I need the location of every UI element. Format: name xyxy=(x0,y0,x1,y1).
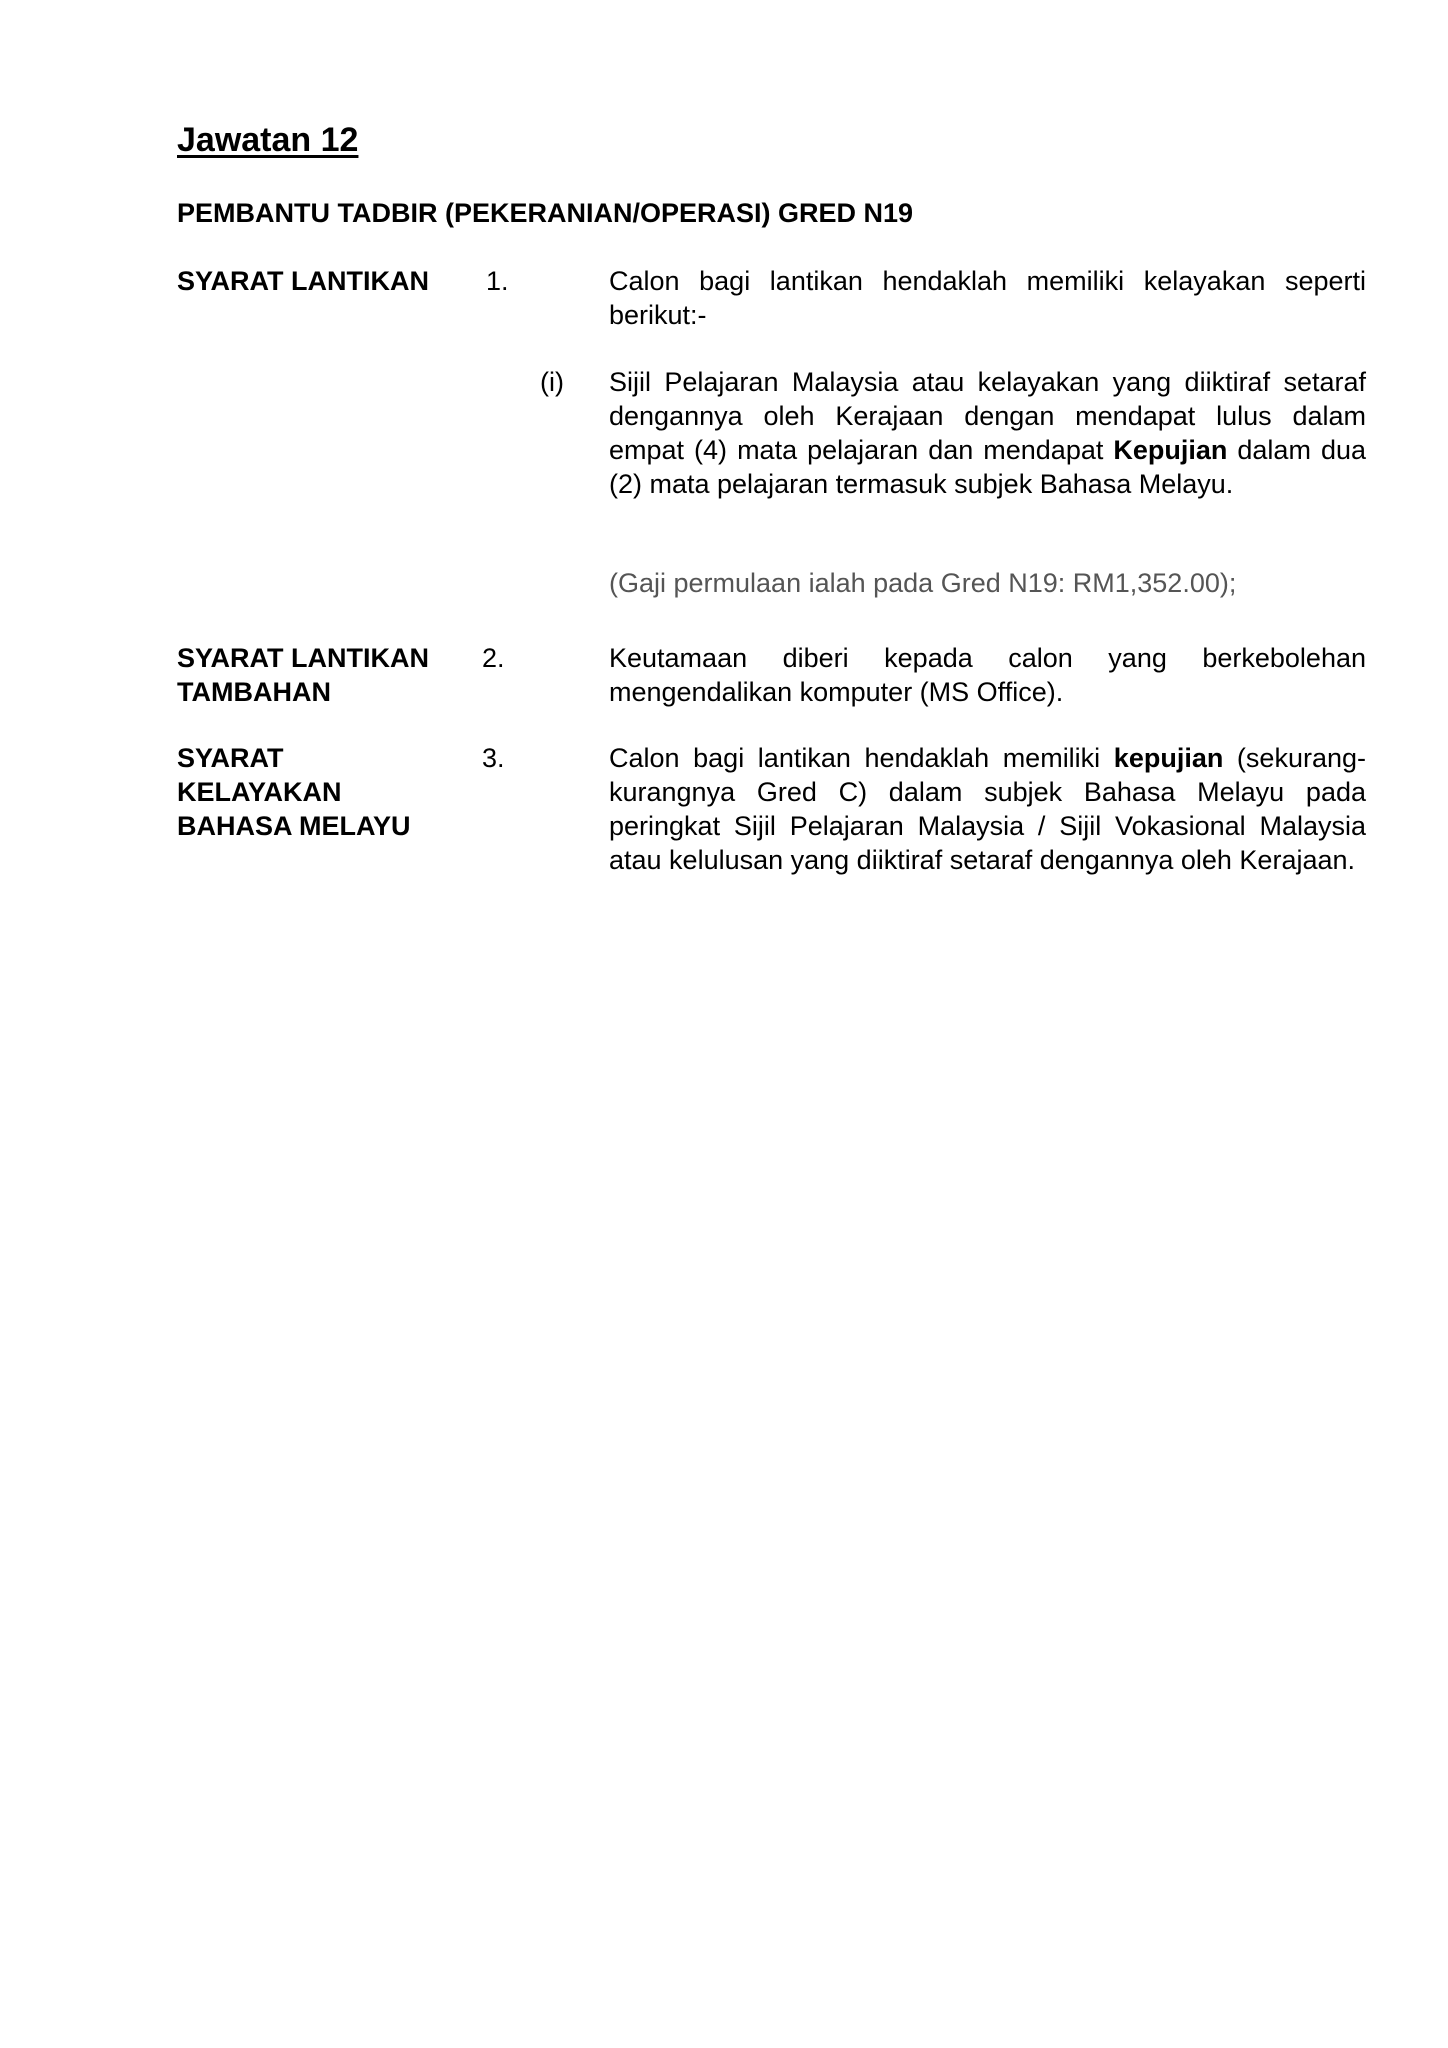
post-title: PEMBANTU TADBIR (PEKERANIAN/OPERASI) GRED N19 xyxy=(177,198,914,228)
section1-item-text-before: Sijil Pelajaran Malaysia atau kelayakan yang diiktiraf setaraf dengannya oleh Kerajaan dengan mendapat lulus dalam empat (4) mata pelajaran dan mendapat xyxy=(609,367,1366,465)
section1-item-marker: (i) xyxy=(540,367,564,397)
section1-label: SYARAT LANTIKAN xyxy=(177,266,430,296)
section2-label-line1: SYARAT LANTIKAN xyxy=(177,643,430,673)
section1-text: Calon bagi lantikan hendaklah memiliki kelayakan seperti berikut:- xyxy=(609,266,1366,330)
section1-item-text-bold: Kepujian xyxy=(1113,435,1228,465)
section2-text: Keutamaan diberi kepada calon yang berkebolehan mengendalikan komputer (MS Office). xyxy=(609,643,1366,707)
section3-text-before: Calon bagi lantikan hendaklah memiliki xyxy=(609,743,1114,773)
section3-label-line1: SYARAT xyxy=(177,743,284,773)
section3-text-after: (sekurang-kurangnya Gred C) dalam subjek Bahasa Melayu pada peringkat Sijil Pelajaran Malaysia / Sijil Vokasional Malaysia atau kelulusan yang diiktiraf setaraf dengannya oleh Kerajaan. xyxy=(609,743,1366,875)
section1-item-text xyxy=(609,365,1366,501)
document-heading: Jawatan 12 xyxy=(177,121,359,159)
section3-text-bold: kepujian xyxy=(1113,743,1224,773)
section3-label xyxy=(177,741,477,843)
salary-note: (Gaji permulaan ialah pada Gred N19: RM1,352.00); xyxy=(609,568,1237,598)
section3-label-line2: KELAYAKAN xyxy=(177,777,342,807)
section1-number: 1. xyxy=(486,266,509,296)
section2-label xyxy=(177,641,477,709)
section2-label-line2: TAMBAHAN xyxy=(177,677,331,707)
section2-number: 2. xyxy=(482,643,505,673)
section1-item-text-after: dalam dua (2) mata pelajaran termasuk subjek Bahasa Melayu. xyxy=(609,435,1367,499)
section3-number: 3. xyxy=(482,743,505,773)
section3-text xyxy=(609,741,1366,877)
section3-label-line3: BAHASA MELAYU xyxy=(177,811,411,841)
